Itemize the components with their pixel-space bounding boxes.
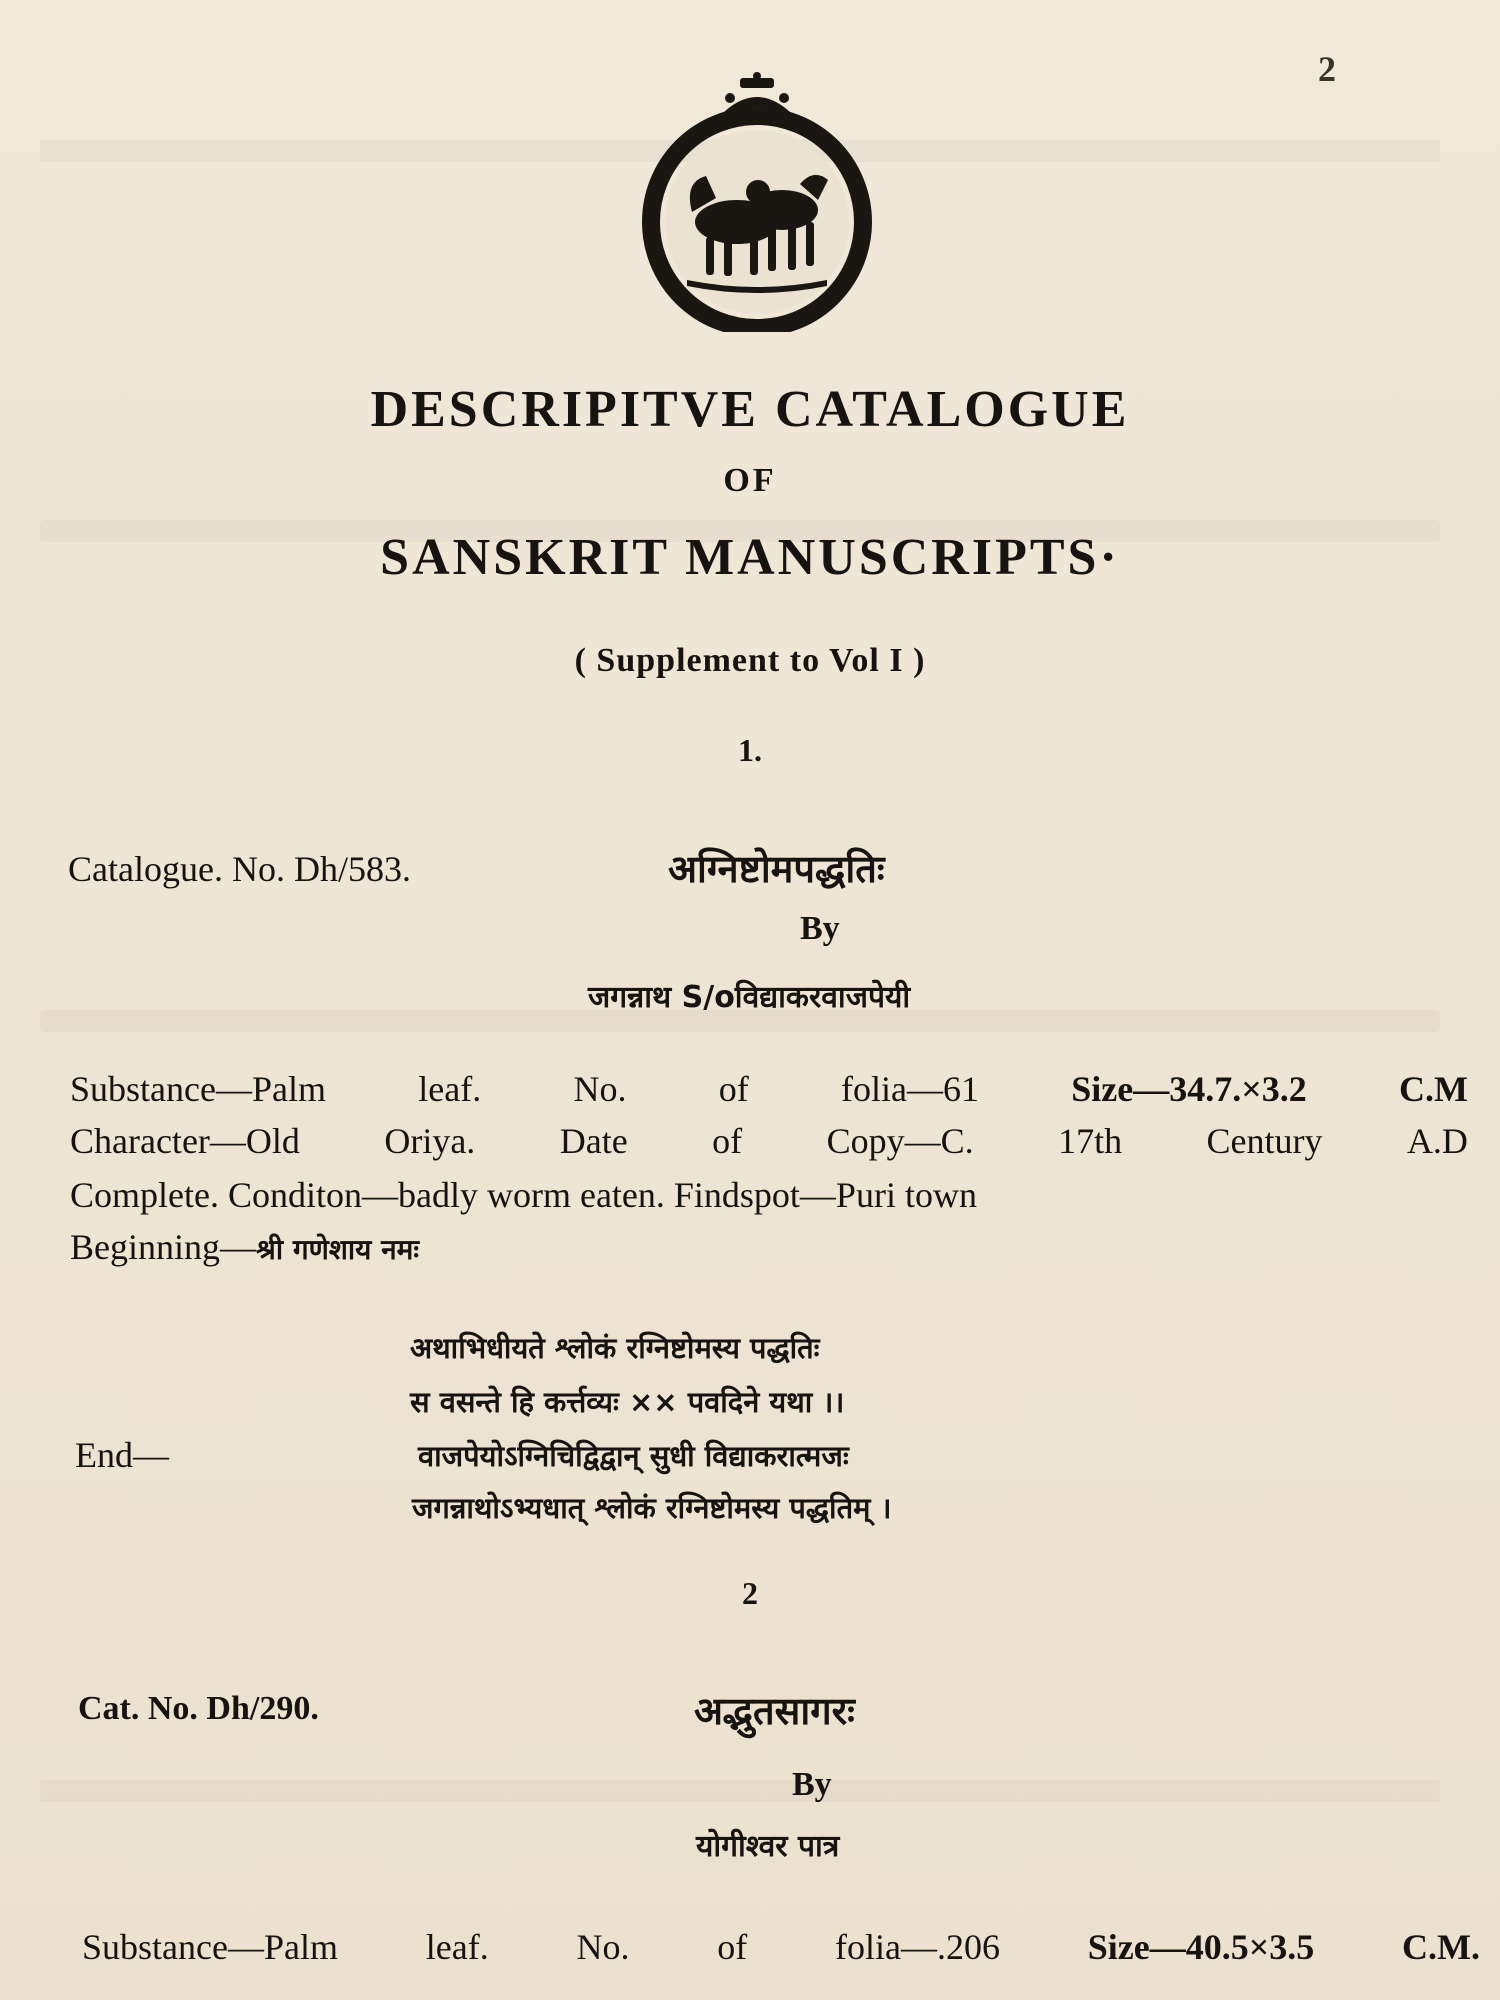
beginning-text: श्री गणेशाय नमः — [256, 1233, 420, 1266]
condition-line: Complete. Conditon—badly worm eaten. Findspot—Puri town — [70, 1175, 977, 1215]
entry-number: 2 — [742, 1575, 758, 1611]
character-word: of — [712, 1121, 743, 1161]
author-name: योगीश्वर पात्र — [696, 1829, 840, 1864]
substance-word: leaf. — [418, 1069, 482, 1109]
beginning-verse-line: अथाभिधीयते श्लोकं रग्निष्टोमस्य पद्धतिः — [410, 1331, 820, 1365]
character-word: A.D — [1406, 1121, 1468, 1161]
author-name: जगन्नाथ S/oविद्याकरवाजपेयी — [588, 980, 911, 1015]
catalogue-number: Catalogue. No. Dh/583. — [68, 849, 411, 889]
substance-word: No. — [576, 1927, 630, 1967]
beginning-line — [70, 1226, 419, 1268]
substance-word: Substance—Palm — [82, 1927, 338, 1967]
character-word: 17th — [1058, 1121, 1123, 1161]
substance-word: folia—.206 — [835, 1927, 1000, 1967]
substance-word: Substance—Palm — [70, 1069, 326, 1109]
substance-word: of — [718, 1069, 749, 1109]
bleed-through — [40, 1780, 1440, 1802]
page-number: 2 — [1318, 49, 1336, 89]
horses-chariot-emblem-icon — [632, 72, 882, 332]
substance-word: No. — [573, 1069, 627, 1109]
catalogue-title: DESCRIPITVE CATALOGUE — [370, 381, 1130, 438]
substance-word: leaf. — [425, 1927, 489, 1967]
manuscript-title: अग्निष्टोमपद्धतिः — [668, 847, 885, 891]
title-connector: OF — [723, 462, 777, 499]
substance-line — [70, 1068, 1468, 1110]
manuscript-title: अद्भुतसागरः — [694, 1689, 855, 1733]
character-word: Copy—C. — [826, 1121, 974, 1161]
substance-word: of — [717, 1927, 748, 1967]
substance-word: folia—61 — [841, 1069, 979, 1109]
entry-number: 1. — [738, 732, 762, 768]
substance-word: Size—34.7.×3.2 — [1071, 1069, 1307, 1109]
character-line — [70, 1120, 1468, 1162]
character-word: Oriya. — [384, 1121, 476, 1161]
end-label: End— — [75, 1435, 169, 1475]
substance-word: Size—40.5×3.5 — [1087, 1927, 1315, 1967]
by-label: By — [792, 1766, 832, 1803]
character-word: Century — [1206, 1121, 1323, 1161]
character-word: Character—Old — [70, 1121, 300, 1161]
substance-word: C.M. — [1402, 1927, 1480, 1967]
supplement-note: ( Supplement to Vol I ) — [574, 642, 926, 679]
catalogue-number: Cat. No. Dh/290. — [78, 1690, 319, 1727]
character-word: Date — [559, 1121, 628, 1161]
by-label: By — [800, 910, 840, 947]
beginning-label: Beginning— — [70, 1227, 256, 1267]
end-verse-line: जगन्नाथोऽभ्यधात् श्लोकं रग्निष्टोमस्य पद्धतिम् । — [412, 1491, 892, 1525]
substance-word: C.M — [1399, 1069, 1468, 1109]
substance-line — [82, 1926, 1480, 1968]
beginning-verse-line: स वसन्ते हि कर्त्तव्यः ×× पवदिने यथा ।। — [410, 1385, 845, 1419]
end-verse-line: वाजपेयोऽग्निचिद्विद्वान् सुधी विद्याकरात्मजः — [418, 1439, 849, 1473]
catalogue-subject: SANSKRIT MANUSCRIPTS· — [380, 529, 1120, 586]
